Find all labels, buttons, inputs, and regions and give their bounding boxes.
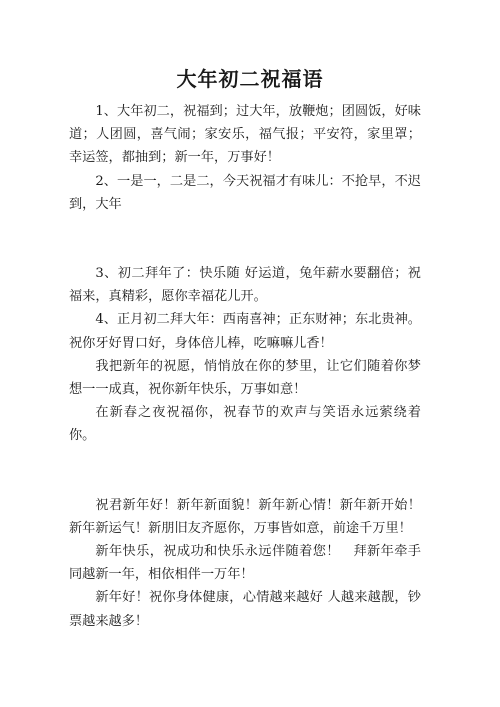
document-body <box>69 100 421 633</box>
paragraph-8: 新年快乐，祝成功和快乐永远伴随着您！ 拜新年牵手同越新一年，相依相伴一万年！ <box>69 544 421 583</box>
paragraph-9: 新年好！祝你身体健康，心情越来越好 人越来越靓，钞票越来越多！ <box>69 590 421 629</box>
paragraph-2: 2、一是一，二是二，今天祝福才有味儿：不抢早，不迟到，大年 <box>69 173 421 212</box>
paragraph-3: 3、初二拜年了：快乐随 好运道，兔年薪水要翻倍；祝福来，真精彩，愿你幸福花儿开。 <box>69 266 421 305</box>
document-title: 大年初二祝福语 <box>176 67 324 91</box>
blank-line <box>69 216 421 262</box>
paragraph-6: 在新春之夜祝福你，祝春节的欢声与笑语永远萦绕着你。 <box>69 405 421 444</box>
paragraph-4: 4、正月初二拜大年：西南喜神；正东财神；东北贵神。祝你牙好胃口好，身体倍儿棒，吃嘛嘛儿香！ <box>69 312 421 351</box>
paragraph-5: 我把新年的祝愿，悄悄放在你的梦里，让它们随着你梦想一一成真，祝你新年快乐，万事如意！ <box>69 358 421 398</box>
blank-line <box>69 448 421 494</box>
paragraph-7: 祝君新年好！新年新面貌！新年新心情！新年新开始！新年新运气！新朋旧友齐愿你，万事皆如意，前途千万里！ <box>69 497 421 536</box>
paragraph-1: 1、大年初二，祝福到；过大年，放鞭炮；团圆饭，好味道；人团圆，喜气闹；家安乐，福气报；平安符，家里罩；幸运签，都抽到；新一年，万事好！ <box>69 104 421 166</box>
